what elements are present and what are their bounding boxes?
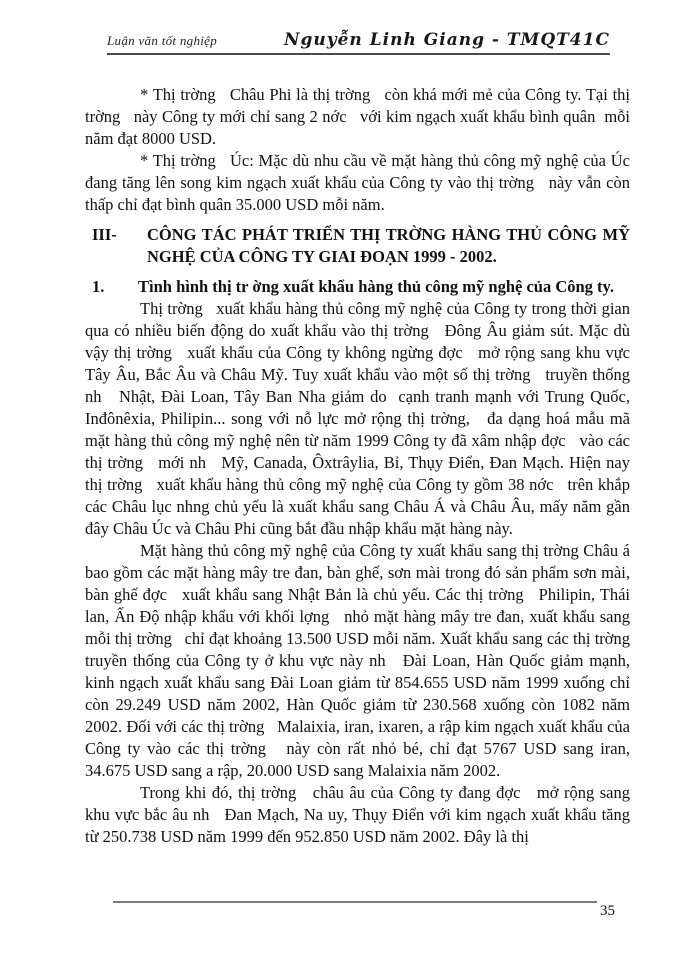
- header-author-name: Nguyễn Linh Giang - TMQT41C: [283, 30, 610, 50]
- page-number: 35: [600, 903, 615, 919]
- document-body: [85, 84, 643, 848]
- header-thesis-title: Luận văn tốt nghiệp: [107, 33, 218, 48]
- paragraph-market-uc: * Thị trờng Úc: Mặc dù nhu cầu về mặt hàng thủ công mỹ nghệ của Úc đang tăng lên song kim ngạch xuất khẩu của Công ty vào thị trờng này vẫn còn thấp chỉ đạt bình quân 35.000 USD mỗi năm.: [85, 151, 635, 214]
- subsection-heading-1: [85, 276, 630, 298]
- page-header: [107, 30, 610, 55]
- section-heading-iii-text: CÔNG TÁC PHÁT TRIỂN THỊ TRỜNG HÀNG THỦ CÔNG MỸ NGHỆ CỦA CÔNG TY GIAI ĐOẠN 1999 - 2002.: [147, 225, 630, 266]
- footer-divider: [113, 901, 597, 903]
- paragraph-europe-exports: Trong khi đó, thị trờng châu âu của Công ty đang đợc mở rộng sang khu vực bắc âu nh Đan Mạch, Na uy, Thụy Điển với kim ngạch xuất khẩu tăng từ 250.738 USD năm 1999 đến 952.850 USD năm 2002. Đây là thị: [85, 783, 635, 846]
- paragraph-asia-exports: Mặt hàng thủ công mỹ nghệ của Công ty xuất khẩu sang thị trờng Châu á bao gồm các mặt hàng mây tre đan, bàn ghế, sơn mài trong đó sản phẩm sơn mài, bàn ghế đợc xuất khẩu sang Nhật Bản là chủ yếu. Các thị trờng Philipin, Thái lan, Ấn Độ nhập khẩu với khối lợng nhỏ mặt hàng mây tre đan, xuất khẩu sang mỗi thị trờng chỉ đạt khoảng 13.500 USD mỗi năm. Xuất khẩu sang các thị trờng truyền thống của Công ty ở khu vực này nh Đài Loan, Hàn Quốc giảm mạnh, kinh ngạch xuất khẩu sang Đài Loan giảm từ 854.655 USD năm 1999 xuống chỉ còn 29.249 USD năm 2002, Hàn Quốc giảm từ 230.568 xuống còn 1082 năm 2002. Đối với các thị trờng Malaixia, iran, ixaren, a rập kim ngạch xuất khẩu của Công ty vào các thị trờng này còn rất nhỏ bé, chỉ đạt 5767 USD sang iran, 34.675 USD sang a rập, 20.000 USD sang Malaixia năm 2002.: [85, 541, 643, 780]
- subsection-heading-1-number: 1.: [92, 277, 105, 296]
- section-heading-iii-number: III-: [92, 225, 117, 244]
- paragraph-market-overview: Thị trờng xuất khẩu hàng thủ công mỹ nghệ của Công ty trong thời gian qua có nhiều biến động do xuất khẩu vào thị trờng Đông Âu giảm sút. Mặc dù vậy thị trờng xuất khẩu của Công ty không ngừng đợc mở rộng sang khu vực Tây Âu, Bắc Âu và Châu Mỹ. Tuy xuất khẩu vào một số thị trờng truyền thống nh Nhật, Đài Loan, Tây Ban Nha giảm do cạnh tranh mạnh với Trung Quốc, Inđônêxia, Philipin... song với nỗ lực mở rộng thị trờng, đa dạng hoá mẫu mã mặt hàng thủ công mỹ nghệ nên từ năm 1999 Công ty đã xâm nhập đợc vào các thị trờng mới nh Mỹ, Canada, Ôxtrâylia, Bỉ, Thụy Điển, Đan Mạch. Hiện nay thị trờng xuất khẩu hàng thủ công mỹ nghệ của Công ty gồm 38 nớc trên khắp các Châu lục nhng chủ yếu là xuất khẩu sang Châu Á và Châu Âu, mấy năm gần đây Châu Úc và Châu Phi cũng bắt đầu nhập khẩu mặt hàng này.: [85, 299, 635, 538]
- section-heading-iii: [85, 224, 630, 268]
- subsection-heading-1-text: Tình hình thị tr ờng xuất khẩu hàng thủ công mỹ nghệ của Công ty.: [138, 277, 615, 296]
- paragraph-market-chau-phi: * Thị trờng Châu Phi là thị trờng còn khá mới mẻ của Công ty. Tại thị trờng này Công ty mới chỉ sang 2 nớc với kim ngạch xuất khẩu bình quân mỗi năm đạt 8000 USD.: [85, 85, 635, 148]
